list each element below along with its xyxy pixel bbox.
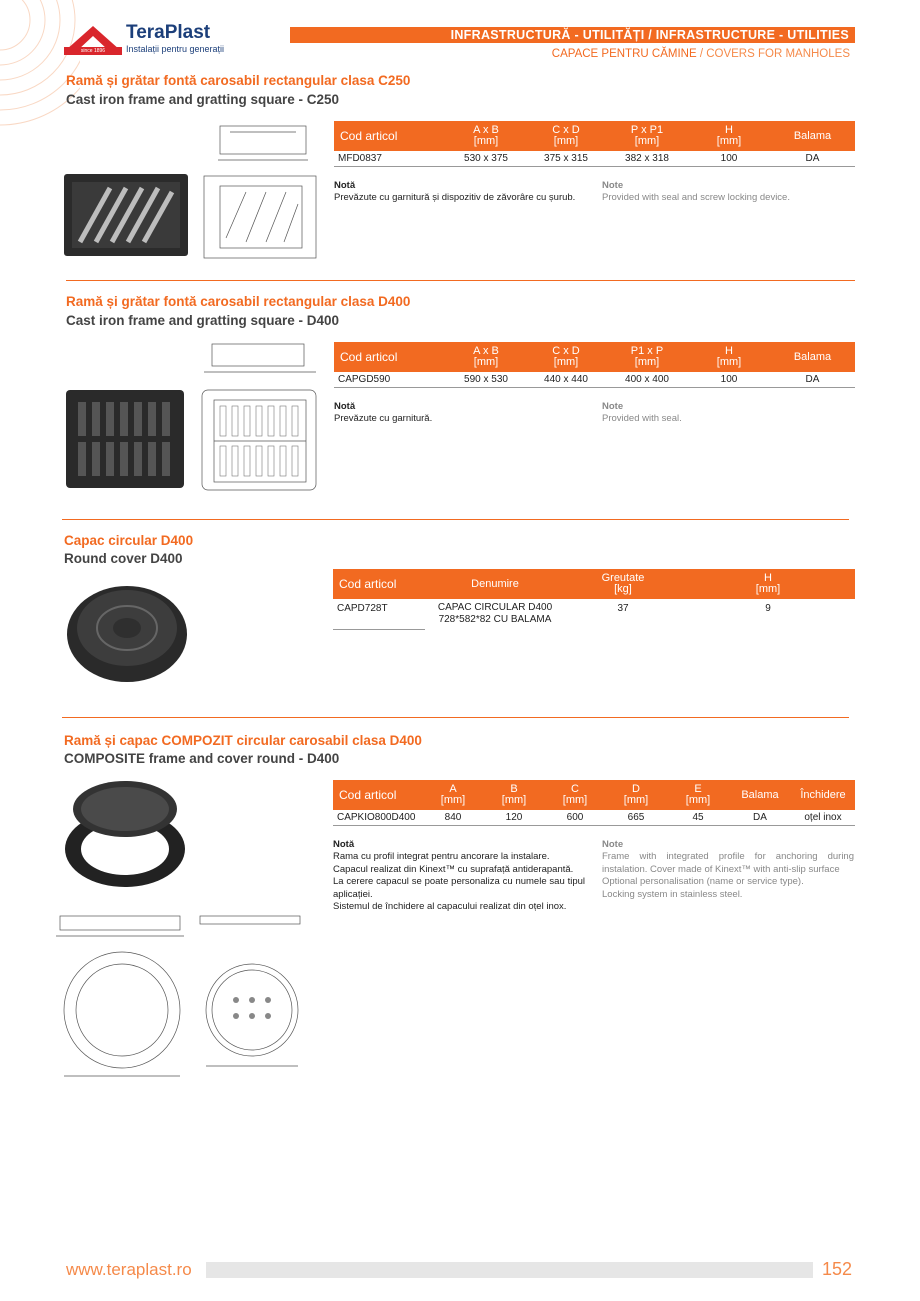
table-cell: CAPD728T [333, 599, 425, 629]
footer-bar [206, 1262, 813, 1278]
section-title-en: Round cover D400 [64, 551, 183, 566]
table-cell: CAPAC CIRCULAR D400 728*582*82 CU BALAMA [437, 602, 553, 625]
header-sub-sep: / [696, 48, 707, 60]
table-cell: 100 [688, 372, 770, 387]
table-cell: CAPKIO800D400 [333, 810, 423, 825]
table-cell: CAPGD590 [334, 372, 446, 387]
note-line-en: Optional personalisation (name or service type). [602, 876, 804, 887]
note-label-en: Note [602, 839, 624, 850]
section-title-ro: Ramă și capac COMPOZIT circular carosabil clasa D400 [64, 733, 422, 748]
section-title-en: Cast iron frame and gratting square - D400 [66, 313, 340, 328]
grate-d400-photo [64, 386, 186, 492]
table-cell: oțel inox [791, 810, 855, 825]
decorative-arcs [0, 0, 80, 140]
composite-cover-drawings [56, 906, 316, 1086]
col-header: Cod articol [333, 569, 425, 599]
note-label-ro: Notă [334, 180, 356, 191]
section-title-en: COMPOSITE frame and cover round - D400 [64, 751, 340, 766]
table-cell: DA [770, 151, 855, 166]
section-title-ro: Ramă și grătar fontă carosabil rectangular clasa C250 [66, 73, 411, 88]
note-line-ro: Capacul realizat din Kinext™ cu suprafață antiderapantă. [333, 863, 574, 875]
col-header: Denumire [425, 569, 565, 599]
grate-c250-drawing [196, 118, 322, 266]
col-header: C x D [mm] [526, 342, 606, 372]
logo-tagline: Instalații pentru generații [126, 44, 225, 54]
col-header: C [mm] [545, 780, 605, 810]
table-cell: 665 [605, 810, 667, 825]
col-header: Închidere [791, 780, 855, 810]
table-cell: 440 x 440 [526, 372, 606, 387]
teraplast-logo [64, 22, 244, 58]
col-header: H [mm] [681, 569, 855, 599]
header-subtitle [552, 48, 850, 60]
col-header: P1 x P [mm] [606, 342, 688, 372]
grate-d400-drawing [196, 338, 324, 498]
col-header: A [mm] [423, 780, 483, 810]
table-header-row [334, 121, 855, 151]
footer-website-link[interactable]: www.teraplast.ro [66, 1260, 192, 1279]
col-header: A x B [mm] [446, 121, 526, 151]
table-cell: DA [770, 372, 855, 387]
grate-c250-photo [62, 172, 190, 258]
note-line-ro: Sistemul de închidere al capacului realizat din oțel inox. [333, 901, 567, 912]
col-header: C x D [mm] [526, 121, 606, 151]
table-cell: 37 [617, 603, 629, 614]
col-header: Balama [770, 342, 855, 372]
col-header: Balama [770, 121, 855, 151]
header-title: INFRASTRUCTURĂ - UTILITĂȚI / INFRASTRUCTURE - UTILITIES [290, 27, 855, 43]
note-label-en: Note [602, 401, 624, 412]
section-title-ro: Ramă și grătar fontă carosabil rectangular clasa D400 [66, 294, 411, 309]
table-cell: 600 [545, 810, 605, 825]
table-cell: MFD0837 [334, 151, 446, 166]
table-cell: 120 [483, 810, 545, 825]
table-header-row [334, 342, 855, 372]
section-title-ro: Capac circular D400 [64, 533, 194, 548]
note-label-ro: Notă [333, 839, 355, 850]
section-divider [62, 717, 849, 718]
section-divider [62, 519, 849, 520]
table-cell: 45 [667, 810, 729, 825]
note-list-ro [333, 851, 585, 914]
table-cell: 375 x 315 [526, 151, 606, 166]
section-divider [66, 280, 855, 281]
col-header: P x P1 [mm] [606, 121, 688, 151]
table-cell: 9 [765, 603, 771, 614]
table-cell: 840 [423, 810, 483, 825]
note-label-en: Note [602, 180, 624, 191]
table-row [334, 372, 855, 387]
col-header: Greutate [kg] [565, 569, 681, 599]
table-row [334, 151, 855, 166]
page-number: 152 [822, 1259, 853, 1279]
spec-table [334, 342, 855, 388]
note-line-en: Locking system in stainless steel. [602, 888, 743, 900]
table-row [333, 599, 855, 629]
col-header: Cod articol [334, 342, 446, 372]
col-header: B [mm] [483, 780, 545, 810]
note-text-ro: Prevăzute cu garnitură. [334, 413, 433, 424]
header-sub-ro: CAPACE PENTRU CĂMINE [551, 48, 697, 60]
spec-table [333, 780, 855, 826]
col-header: Balama [729, 780, 791, 810]
note-line-ro: Rama cu profil integrat pentru ancorare la instalare. [333, 851, 550, 862]
col-header: A x B [mm] [446, 342, 526, 372]
spec-table [334, 121, 855, 167]
table-row [333, 810, 855, 825]
logo-since: since 1896 [64, 47, 122, 55]
note-text-en: Provided with seal. [602, 413, 682, 424]
table-header-row [333, 569, 855, 599]
col-header: Cod articol [334, 121, 446, 151]
header-sub-en: COVERS FOR MANHOLES [706, 48, 850, 60]
table-cell: DA [729, 810, 791, 825]
table-cell: 382 x 318 [606, 151, 688, 166]
note-list-en [602, 851, 854, 901]
spec-table [333, 569, 855, 630]
table-cell: 530 x 375 [446, 151, 526, 166]
section-title-en: Cast iron frame and gratting square - C250 [66, 92, 340, 107]
table-header-row [333, 780, 855, 810]
note-label-ro: Notă [334, 401, 356, 412]
col-header: H [mm] [688, 342, 770, 372]
col-header: H [mm] [688, 121, 770, 151]
table-cell: 400 x 400 [606, 372, 688, 387]
col-header: D [mm] [605, 780, 667, 810]
round-cover-photo [62, 574, 192, 686]
note-line-en: Frame with integrated profile for anchoring during instalation. Cover made of Kinext™ with anti-slip surface [602, 851, 854, 875]
note-line-ro: La cerere capacul se poate personaliza cu numele sau tipul aplicației. [333, 876, 585, 900]
composite-cover-photo [60, 775, 190, 893]
col-header: Cod articol [333, 780, 423, 810]
col-header: E [mm] [667, 780, 729, 810]
note-text-ro: Prevăzute cu garnitură și dispozitiv de zăvorâre cu șurub. [334, 192, 576, 203]
note-text-en: Provided with seal and screw locking device. [602, 192, 790, 203]
table-cell: 100 [688, 151, 770, 166]
logo-wordmark: TeraPlast [126, 22, 211, 43]
table-cell: 590 x 530 [446, 372, 526, 387]
